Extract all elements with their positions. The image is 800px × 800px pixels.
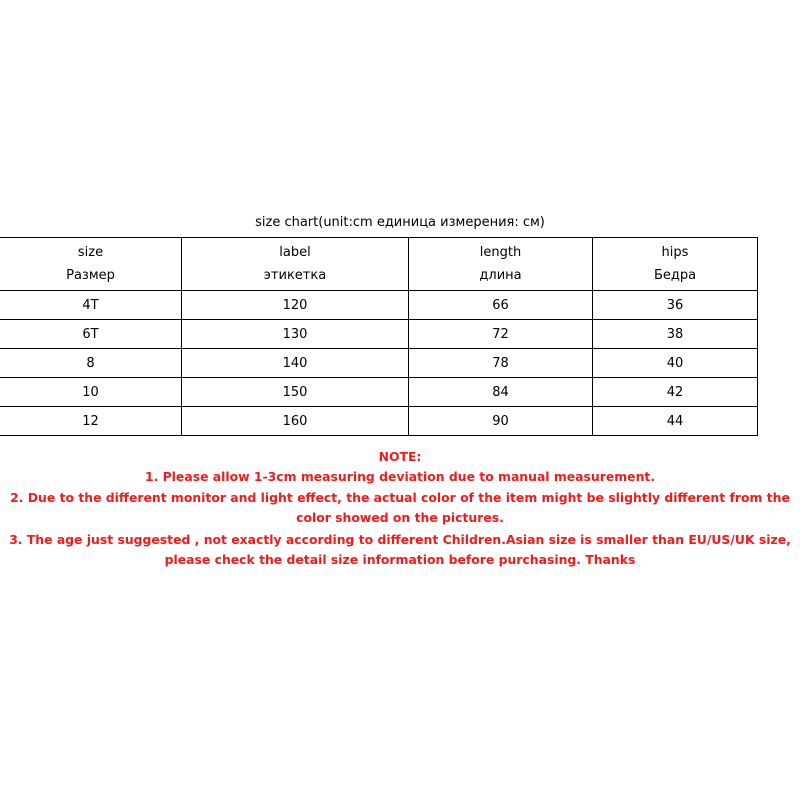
note-title: NOTE: [378,449,422,464]
table-header-row [0,238,758,291]
cell-hips: 36 [593,291,758,320]
cell-hips: 44 [593,407,758,436]
header-label-en: size [77,245,104,260]
cell-size: 6T [0,320,182,349]
header-label [182,238,409,291]
header-label-ru: Размер [66,268,115,283]
header-length [409,238,593,291]
cell-length: 72 [409,320,593,349]
header-label-en: length [479,245,522,260]
table-row [0,291,758,320]
size-chart-caption: size chart(unit:cm единица измерения: см) [255,215,545,230]
cell-label: 120 [182,291,409,320]
cell-size: 10 [0,378,182,407]
cell-label: 130 [182,320,409,349]
cell-label: 150 [182,378,409,407]
cell-length: 84 [409,378,593,407]
header-label-ru: этикетка [263,268,327,283]
cell-label: 140 [182,349,409,378]
cell-size: 4T [0,291,182,320]
cell-size: 8 [0,349,182,378]
header-label-en: hips [661,245,689,260]
notes-section [0,447,800,570]
header-hips [593,238,758,291]
header-label-en: label [279,245,311,260]
header-label-ru: длина [479,268,522,283]
cell-size: 12 [0,407,182,436]
table-row [0,320,758,349]
cell-hips: 40 [593,349,758,378]
cell-label: 160 [182,407,409,436]
note-item: 1. Please allow 1-3cm measuring deviation due to manual measurement. [144,469,656,484]
cell-length: 66 [409,291,593,320]
table-row [0,349,758,378]
note-item: 3. The age just suggested , not exactly according to different Children.Asian size is smaller than EU/US/UK size, please check the detail size information before purchasing. Thanks [9,532,791,567]
cell-length: 90 [409,407,593,436]
cell-hips: 38 [593,320,758,349]
table-row [0,407,758,436]
header-size [0,238,182,291]
header-label-ru: Бедра [653,268,697,283]
table-row [0,378,758,407]
cell-length: 78 [409,349,593,378]
note-item: 2. Due to the different monitor and light effect, the actual color of the item might be slightly different from the color showed on the pictures. [10,490,790,525]
size-chart-table [0,237,758,436]
cell-hips: 42 [593,378,758,407]
